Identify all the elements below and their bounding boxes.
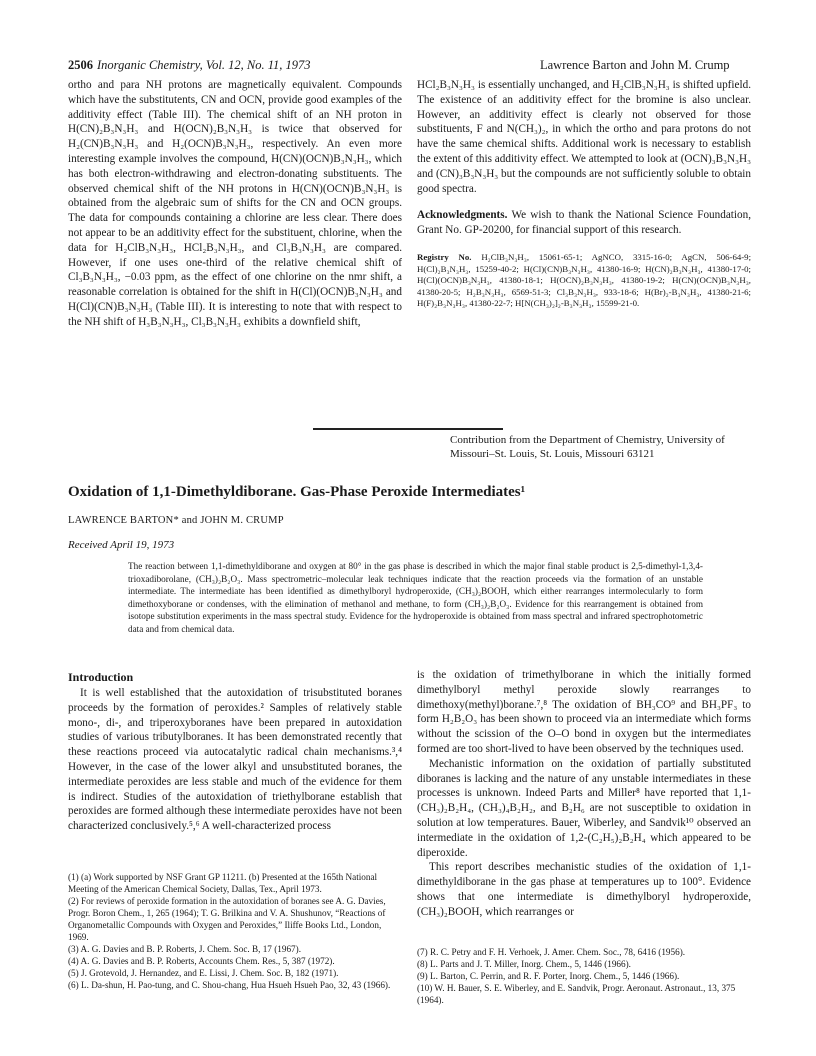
footnote: (6) L. Da-shun, H. Pao-tung, and C. Shou-chang, Hua Hsueh Hsueh Pao, 32, 43 (1966).: [68, 980, 391, 990]
registry-numbers: [417, 252, 751, 310]
section-heading-introduction: Introduction: [68, 670, 134, 684]
intro-right-column: [417, 668, 751, 920]
abstract: The reaction between 1,1-dimethyldiborane and oxygen at 80° in the gas phase is described in which the major final stable product is 2,5-dimethyl-1,3,4-trioxadiborolane, (CH₃)₂B₂O₃. Mass spectrometric–molecular leak techniques indicate that the reaction proceeds via the formation of an unstable intermediate. The intermediate has been identified as dimethylboryl hydroperoxide, (CH₃)₂BOOH, which either rearranges intermolecularly to form dimethoxyborane or condenses, with the elimination of methanol and methane, to form (CH₃)₂B₂O₃. Evidence for this rearrangement is obtained from isotope substitution experiments in the mass spectral study. Evidence for the hydroperoxide is obtained from mass spectral and infrared spectrophotometric data and from chemical data.: [128, 561, 703, 634]
article-title: Oxidation of 1,1-Dimethyldiborane. Gas-Phase Peroxide Intermediates¹: [68, 484, 526, 500]
registry-label: Registry No.: [417, 251, 472, 262]
footnote: (4) A. G. Davies and B. P. Roberts, Accounts Chem. Res., 5, 387 (1972).: [68, 956, 335, 966]
acknowledgments: [417, 208, 751, 238]
body-paragraph: Mechanistic information on the oxidation of partially substituted diboranes is lacking and the nature of any unstable intermediates in these processes is unknown. Indeed Parts and Miller⁸ have reported that 1,1-(CH₃)₂B₂H₄, (CH₃)₄B₂H₂, and B₂H₆ are not susceptible to oxidation in solution at low temperatures. Bauer, Wiberley, and Sandvik¹⁰ observed an intermediate in the oxidation of 1,2-(C₂H₅)₂B₂H₄ which appeared to be diperoxide.: [417, 757, 751, 859]
footnote: (2) For reviews of peroxide formation in the autoxidation of boranes see A. G. Davies, Progr. Boron Chem., 1, 265 (1964); T. G. Brilkina and V. A. Shushunov, “Reactions of Organometallic Compounds with Oxygen and Peroxides,” Iliffe Books Ltd., London, 1969.: [68, 896, 386, 942]
running-header-authors: Lawrence Barton and John M. Crump: [540, 58, 730, 72]
footnote: (9) L. Barton, C. Perrin, and R. F. Porter, Inorg. Chem., 5, 1446 (1966).: [417, 971, 680, 981]
prev-article-left-column: [68, 78, 402, 330]
footnote: (5) J. Grotevold, J. Hernandez, and E. Lissi, J. Chem. Soc. B, 182 (1971).: [68, 968, 339, 978]
registry-text: H₂ClB₃N₃H₃, 15061-65-1; AgNCO, 3315-16-0; AgCN, 506-64-9; H(Cl)₂B₃N₃H₃, 15259-40-2; H(Cl)(CN)B₃N₃H₃, 41380-16-9; H(CN)₂B₃N₃H₃, 41380-17-0; H(Cl)(OCN)B₃N₃H₃, 41380-18-1; H(OCN)₂B₃N₃H₃, 41380-19-2; H(CN)(OCN)B₃N₃H₃, 41380-20-5; H₂B₃N₃H₃, 6569-51-3; Cl₃B₃N₃H₃, 933-18-6; H(Br)₂-B₃N₃H₃, 41380-21-6; H(F)₂B₃N₃H₃, 41380-22-7; H[N(CH₃)₂]₂-B₃N₃H₃, 15599-21-0.: [417, 251, 752, 309]
body-paragraph: It is well established that the autoxidation of trisubstituted boranes proceeds by the formation of peroxides.² Samples of relatively stable mono-, di-, and triperoxyboranes have been prepared in autoxidation studies of various tributylboranes. It has been demonstrated recently that these reactions proceed via autocatalytic radical chain mechanisms.³,⁴ However, in the case of the lower alkyl and unsubstituted boranes, the intermediate peroxides are less stable and much of the evidence for them is indirect. Studies of the autoxidation of triethylborane establish that peroxides are formed although these intermediate peroxides have not been characterized conclusively.⁵,⁶ A well-characterized process: [68, 687, 402, 833]
received-date: Received April 19, 1973: [68, 539, 175, 551]
footnote: (3) A. G. Davies and B. P. Roberts, J. Chem. Soc. B, 17 (1967).: [68, 944, 301, 954]
body-paragraph: HCl₂B₃N₃H₃ is essentially unchanged, and H₂ClB₃N₃H₃ is shifted upfield. The existence of an additivity effect for the bromine is also unclear. However, an additivity effect is clearly not observed for those substituents, F and N(CH₃)₂, in which the ortho and para protons do not have the same chemical shifts. Additional work is necessary to establish the extent of this additivity effect. We attempted to look at (OCN)₃B₃N₃H₃ and (CN)₃B₃N₃H₃ but the compounds are not sufficiently soluble to obtain good spectra.: [417, 79, 751, 195]
footnote: (7) R. C. Petry and F. H. Verhoek, J. Amer. Chem. Soc., 78, 6416 (1956).: [417, 947, 686, 957]
footnote: (10) W. H. Bauer, S. E. Wiberley, and E. Sandvik, Progr. Aeronaut. Astronaut., 13, 375 (1964).: [417, 983, 736, 1005]
journal-citation: Inorganic Chemistry, Vol. 12, No. 11, 1973: [97, 58, 311, 72]
footnote: (8) L. Parts and J. T. Miller, Inorg. Chem., 5, 1446 (1966).: [417, 959, 631, 969]
ack-label: Acknowledgments.: [417, 209, 508, 222]
running-header-left: [68, 58, 311, 73]
section-divider: [313, 428, 503, 430]
body-paragraph: ortho and para NH protons are magnetically equivalent. Compounds which have the substitutents, CN and OCN, provide good examples of the additivity effect (Table III). The chemical shift of an NH proton in H(CN)₂B₃N₃H₃ and H(OCN)₂B₃N₃H₃ is twice that observed for H₂(CN)B₃N₃H₃ and H₂(OCN)B₃N₃H₃, respectively. An even more interesting example involves the compound, H(CN)(OCN)B₃N₃H₃, which has both electron-withdrawing and electron-donating substituents. The observed chemical shift of the NH protons in H(CN)(OCN)B₃N₃H₃ is obtained from the algebraic sum of shifts for the CN and OCN groups. The data for compounds containing a chlorine are less clear. There does not appear to be an additivity effect for the substituent, chlorine, when the data for H₂ClB₃N₃H₃, HCl₂B₃N₃H₃, and Cl₃B₃N₃H₃ are compared. However, if one uses one-third of the relative chemical shift of Cl₃B₃N₃H₃, −0.03 ppm, as the effect of one chlorine on the nmr shift, a reasonable correlation is obtained for the shift in H(Cl)(OCN)B₃N₃H₃ and H(Cl)(CN)B₃N₃H₃ (Table III). It is interesting to note that with respect to the NH shift of H₃B₃N₃H₃, Cl₃B₃N₃H₃ exhibits a downfield shift,: [68, 79, 402, 328]
body-paragraph: is the oxidation of trimethylborane in which the initially formed dimethylboryl methyl peroxide slowly rearranges to dimethoxy(methyl)borane.⁷,⁸ The oxidation of BH₃CO⁹ and BH₃PF₃ to form H₂B₂O₃ has been shown to proceed via an intermediate which forms without the scission of the O–O bond in oxygen but the intermediates formed are too short-lived to have been observed by the techniques used.: [417, 669, 751, 755]
body-paragraph: This report describes mechanistic studies of the oxidation of 1,1-dimethyldiborane in the gas phase at temperatures up to 100°. Evidence shows that one intermediate is dimethylboryl hydroperoxide, (CH₃)₂BOOH, which rearranges or: [417, 861, 751, 918]
prev-article-right-column: [417, 78, 751, 310]
article-authors: LAWRENCE BARTON* and JOHN M. CRUMP: [68, 515, 284, 526]
intro-left-column: [68, 686, 402, 834]
contribution-line: Contribution from the Department of Chemistry, University of Missouri–St. Louis, St. Louis, Missouri 63121: [450, 434, 725, 460]
footnotes-left: [68, 871, 402, 991]
footnotes-right: [417, 946, 751, 1006]
ack-text: We wish to thank the National Science Foundation, Grant No. GP-20200, for financial support of this research.: [417, 209, 751, 237]
page-number: 2506: [68, 58, 93, 72]
footnote: (1) (a) Work supported by NSF Grant GP 11211. (b) Presented at the 165th National Meeting of the American Chemical Society, Dallas, Tex., April 1973.: [68, 872, 378, 894]
